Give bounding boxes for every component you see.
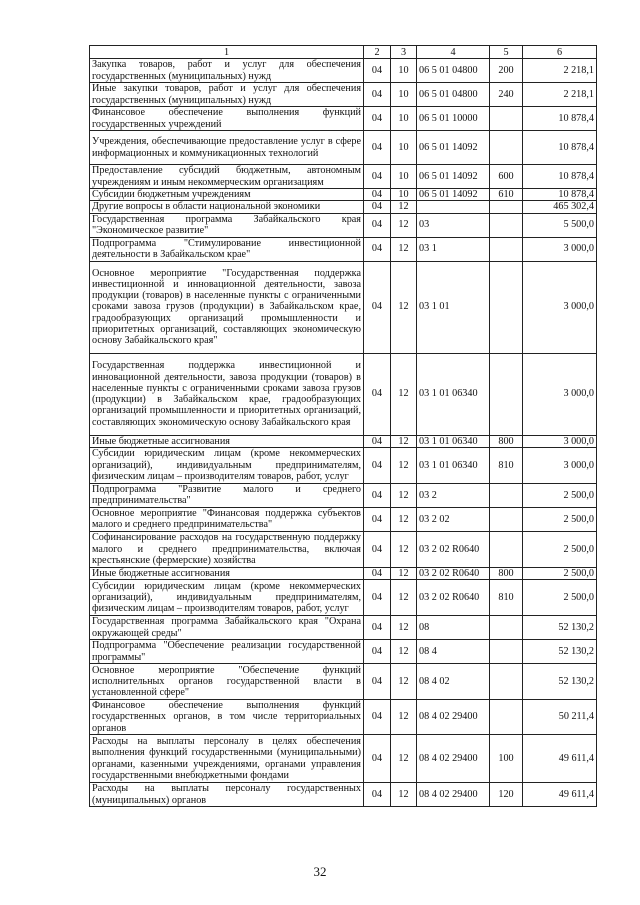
table-row — [90, 189, 597, 201]
table-row — [90, 261, 597, 353]
row-amount: 2 500,0 — [523, 507, 597, 531]
budget-table — [89, 45, 597, 807]
table-row — [90, 131, 597, 165]
row-expense-type — [490, 237, 523, 261]
row-description: Финансовое обеспечение выполнения функций государственных органов, в том числе территориальных органов — [90, 700, 364, 735]
row-target-article: 03 1 — [417, 237, 490, 261]
row-section: 04 — [364, 261, 391, 353]
row-subsection: 12 — [391, 447, 417, 483]
row-amount: 2 500,0 — [523, 567, 597, 579]
row-target-article: 06 5 01 14092 — [417, 189, 490, 201]
row-expense-type — [490, 201, 523, 213]
row-target-article — [417, 201, 490, 213]
table-row — [90, 700, 597, 735]
row-target-article: 03 2 02 R0640 — [417, 567, 490, 579]
row-subsection: 12 — [391, 353, 417, 435]
row-description: Основное мероприятие "Финансовая поддержка субъектов малого и среднего предпринимательства" — [90, 507, 364, 531]
row-expense-type — [490, 700, 523, 735]
row-section: 04 — [364, 483, 391, 507]
row-section: 04 — [364, 201, 391, 213]
row-expense-type: 800 — [490, 567, 523, 579]
row-amount: 2 218,1 — [523, 59, 597, 83]
row-section: 04 — [364, 664, 391, 700]
row-expense-type: 800 — [490, 435, 523, 447]
row-description: Подпрограмма "Развитие малого и среднего предпринимательства" — [90, 483, 364, 507]
row-target-article: 03 2 02 R0640 — [417, 531, 490, 567]
row-description: Учреждения, обеспечивающие предоставление услуг в сфере информационных и коммуникационных технологий — [90, 131, 364, 165]
row-section: 04 — [364, 107, 391, 131]
table-row — [90, 640, 597, 664]
header-cell-1: 1 — [90, 46, 364, 59]
row-description: Государственная программа Забайкальского края "Охрана окружающей среды" — [90, 616, 364, 640]
row-expense-type — [490, 213, 523, 237]
header-cell-6: 6 — [523, 46, 597, 59]
row-expense-type: 100 — [490, 735, 523, 783]
header-cell-2: 2 — [364, 46, 391, 59]
row-amount: 3 000,0 — [523, 237, 597, 261]
row-section: 04 — [364, 447, 391, 483]
row-target-article: 08 4 02 — [417, 664, 490, 700]
row-target-article: 08 4 02 29400 — [417, 735, 490, 783]
row-section: 04 — [364, 83, 391, 107]
row-section: 04 — [364, 353, 391, 435]
row-amount: 2 500,0 — [523, 483, 597, 507]
table-row — [90, 507, 597, 531]
row-target-article: 08 4 — [417, 640, 490, 664]
row-description: Субсидии бюджетным учреждениям — [90, 189, 364, 201]
table-row — [90, 580, 597, 616]
row-subsection: 12 — [391, 531, 417, 567]
row-description: Основное мероприятие "Обеспечение функций исполнительных органов государственной власти в установленной сфере" — [90, 664, 364, 700]
row-description: Государственная поддержка инвестиционной и инновационной деятельности, завоза продукции (товаров) в населенные пункты с ограниченными сроками завоза грузов (продукции) в Забайкальском крае, градообразующих организаций промышленности и приоритетных организаций, составляющих экономическую основу Забайкальского края — [90, 353, 364, 435]
table-row — [90, 59, 597, 83]
row-subsection: 12 — [391, 237, 417, 261]
row-description: Предоставление субсидий бюджетным, автономным учреждениям и иным некоммерческим организациям — [90, 165, 364, 189]
row-target-article: 06 5 01 04800 — [417, 83, 490, 107]
row-amount: 3 000,0 — [523, 261, 597, 353]
row-section: 04 — [364, 189, 391, 201]
row-expense-type — [490, 353, 523, 435]
table-row — [90, 83, 597, 107]
row-description: Финансовое обеспечение выполнения функций государственных учреждений — [90, 107, 364, 131]
row-section: 04 — [364, 580, 391, 616]
row-amount: 2 500,0 — [523, 531, 597, 567]
row-target-article: 08 — [417, 616, 490, 640]
row-section: 04 — [364, 435, 391, 447]
row-subsection: 12 — [391, 664, 417, 700]
row-description: Софинансирование расходов на государственную поддержку малого и среднего предпринимательства, включая крестьянские (фермерские) хозяйства — [90, 531, 364, 567]
row-target-article: 03 2 02 R0640 — [417, 580, 490, 616]
row-subsection: 10 — [391, 165, 417, 189]
row-expense-type: 610 — [490, 189, 523, 201]
row-subsection: 10 — [391, 59, 417, 83]
row-amount: 52 130,2 — [523, 616, 597, 640]
header-cell-3: 3 — [391, 46, 417, 59]
row-description: Закупка товаров, работ и услуг для обеспечения государственных (муниципальных) нужд — [90, 59, 364, 83]
table-row — [90, 353, 597, 435]
row-description: Расходы на выплаты персоналу в целях обеспечения выполнения функций государственными (муниципальными) органами, казенными учреждениями, органами управления государственными внебюджетными фондами — [90, 735, 364, 783]
row-amount: 49 611,4 — [523, 783, 597, 807]
row-subsection: 12 — [391, 201, 417, 213]
row-description: Иные бюджетные ассигнования — [90, 567, 364, 579]
row-subsection: 10 — [391, 189, 417, 201]
row-description: Другие вопросы в области национальной экономики — [90, 201, 364, 213]
row-description: Основное мероприятие "Государственная поддержка инвестиционной и инновационной деятельности, завоза продукции (товаров) в населенные пункты с ограниченными сроками завоза грузов (продукции) в Забайкальском крае, градообразующих организаций промышленности и приоритетных организаций, составляющих экономическую основу Забайкальского края" — [90, 261, 364, 353]
row-target-article: 06 5 01 10000 — [417, 107, 490, 131]
table-row — [90, 435, 597, 447]
table-row — [90, 201, 597, 213]
row-expense-type: 200 — [490, 59, 523, 83]
row-expense-type — [490, 507, 523, 531]
row-description: Субсидии юридическим лицам (кроме некоммерческих организаций), индивидуальным предпринимателям, физическим лицам – производителям товаров, работ, услуг — [90, 447, 364, 483]
row-section: 04 — [364, 700, 391, 735]
row-amount: 49 611,4 — [523, 735, 597, 783]
row-target-article: 03 — [417, 213, 490, 237]
row-target-article: 03 2 — [417, 483, 490, 507]
row-expense-type — [490, 107, 523, 131]
row-description: Иные бюджетные ассигнования — [90, 435, 364, 447]
table-row — [90, 567, 597, 579]
row-description: Подпрограмма "Стимулирование инвестиционной деятельности в Забайкальском крае" — [90, 237, 364, 261]
row-expense-type — [490, 616, 523, 640]
row-subsection: 12 — [391, 261, 417, 353]
row-section: 04 — [364, 567, 391, 579]
row-target-article: 08 4 02 29400 — [417, 783, 490, 807]
page-number: 32 — [313, 864, 327, 879]
row-expense-type — [490, 664, 523, 700]
row-section: 04 — [364, 507, 391, 531]
row-target-article: 03 1 01 06340 — [417, 353, 490, 435]
row-target-article: 06 5 01 14092 — [417, 131, 490, 165]
header-row — [90, 46, 597, 59]
row-amount: 5 500,0 — [523, 213, 597, 237]
table-row — [90, 165, 597, 189]
row-subsection: 10 — [391, 83, 417, 107]
row-expense-type: 240 — [490, 83, 523, 107]
row-expense-type: 600 — [490, 165, 523, 189]
row-subsection: 12 — [391, 483, 417, 507]
row-amount: 10 878,4 — [523, 165, 597, 189]
row-amount: 10 878,4 — [523, 131, 597, 165]
row-subsection: 10 — [391, 131, 417, 165]
row-target-article: 06 5 01 14092 — [417, 165, 490, 189]
row-section: 04 — [364, 783, 391, 807]
row-description: Субсидии юридическим лицам (кроме некоммерческих организаций), индивидуальным предпринимателям, физическим лицам – производителям товаров, работ, услуг — [90, 580, 364, 616]
row-amount: 10 878,4 — [523, 189, 597, 201]
row-subsection: 12 — [391, 580, 417, 616]
row-expense-type — [490, 131, 523, 165]
table-row — [90, 237, 597, 261]
row-target-article: 06 5 01 04800 — [417, 59, 490, 83]
budget-table-body — [90, 46, 597, 807]
row-amount: 52 130,2 — [523, 664, 597, 700]
row-subsection: 12 — [391, 700, 417, 735]
row-description: Расходы на выплаты персоналу государственных (муниципальных) органов — [90, 783, 364, 807]
row-amount: 52 130,2 — [523, 640, 597, 664]
row-expense-type: 810 — [490, 447, 523, 483]
row-section: 04 — [364, 59, 391, 83]
table-row — [90, 483, 597, 507]
table-row — [90, 531, 597, 567]
row-target-article: 03 1 01 — [417, 261, 490, 353]
row-section: 04 — [364, 237, 391, 261]
table-row — [90, 783, 597, 807]
row-subsection: 12 — [391, 567, 417, 579]
row-section: 04 — [364, 735, 391, 783]
row-expense-type: 120 — [490, 783, 523, 807]
row-description: Иные закупки товаров, работ и услуг для обеспечения государственных (муниципальных) нужд — [90, 83, 364, 107]
row-subsection: 12 — [391, 213, 417, 237]
row-amount: 3 000,0 — [523, 353, 597, 435]
row-expense-type — [490, 640, 523, 664]
row-section: 04 — [364, 640, 391, 664]
row-amount: 10 878,4 — [523, 107, 597, 131]
row-expense-type — [490, 483, 523, 507]
row-amount: 2 500,0 — [523, 580, 597, 616]
row-amount: 2 218,1 — [523, 83, 597, 107]
row-expense-type — [490, 261, 523, 353]
row-subsection: 12 — [391, 435, 417, 447]
row-target-article: 08 4 02 29400 — [417, 700, 490, 735]
row-target-article: 03 2 02 — [417, 507, 490, 531]
table-row — [90, 447, 597, 483]
row-subsection: 12 — [391, 783, 417, 807]
row-amount: 3 000,0 — [523, 447, 597, 483]
row-section: 04 — [364, 616, 391, 640]
row-subsection: 12 — [391, 616, 417, 640]
row-section: 04 — [364, 531, 391, 567]
row-expense-type: 810 — [490, 580, 523, 616]
table-row — [90, 107, 597, 131]
row-section: 04 — [364, 131, 391, 165]
table-row — [90, 213, 597, 237]
header-cell-4: 4 — [417, 46, 490, 59]
row-description: Государственная программа Забайкальского края "Экономическое развитие" — [90, 213, 364, 237]
row-subsection: 12 — [391, 640, 417, 664]
row-description: Подпрограмма "Обеспечение реализации государственной программы" — [90, 640, 364, 664]
row-subsection: 12 — [391, 507, 417, 531]
table-row — [90, 735, 597, 783]
row-amount: 50 211,4 — [523, 700, 597, 735]
row-subsection: 12 — [391, 735, 417, 783]
row-section: 04 — [364, 213, 391, 237]
row-target-article: 03 1 01 06340 — [417, 447, 490, 483]
row-section: 04 — [364, 165, 391, 189]
row-amount: 3 000,0 — [523, 435, 597, 447]
row-amount: 465 302,4 — [523, 201, 597, 213]
row-subsection: 10 — [391, 107, 417, 131]
row-expense-type — [490, 531, 523, 567]
table-row — [90, 664, 597, 700]
table-row — [90, 616, 597, 640]
header-cell-5: 5 — [490, 46, 523, 59]
row-target-article: 03 1 01 06340 — [417, 435, 490, 447]
